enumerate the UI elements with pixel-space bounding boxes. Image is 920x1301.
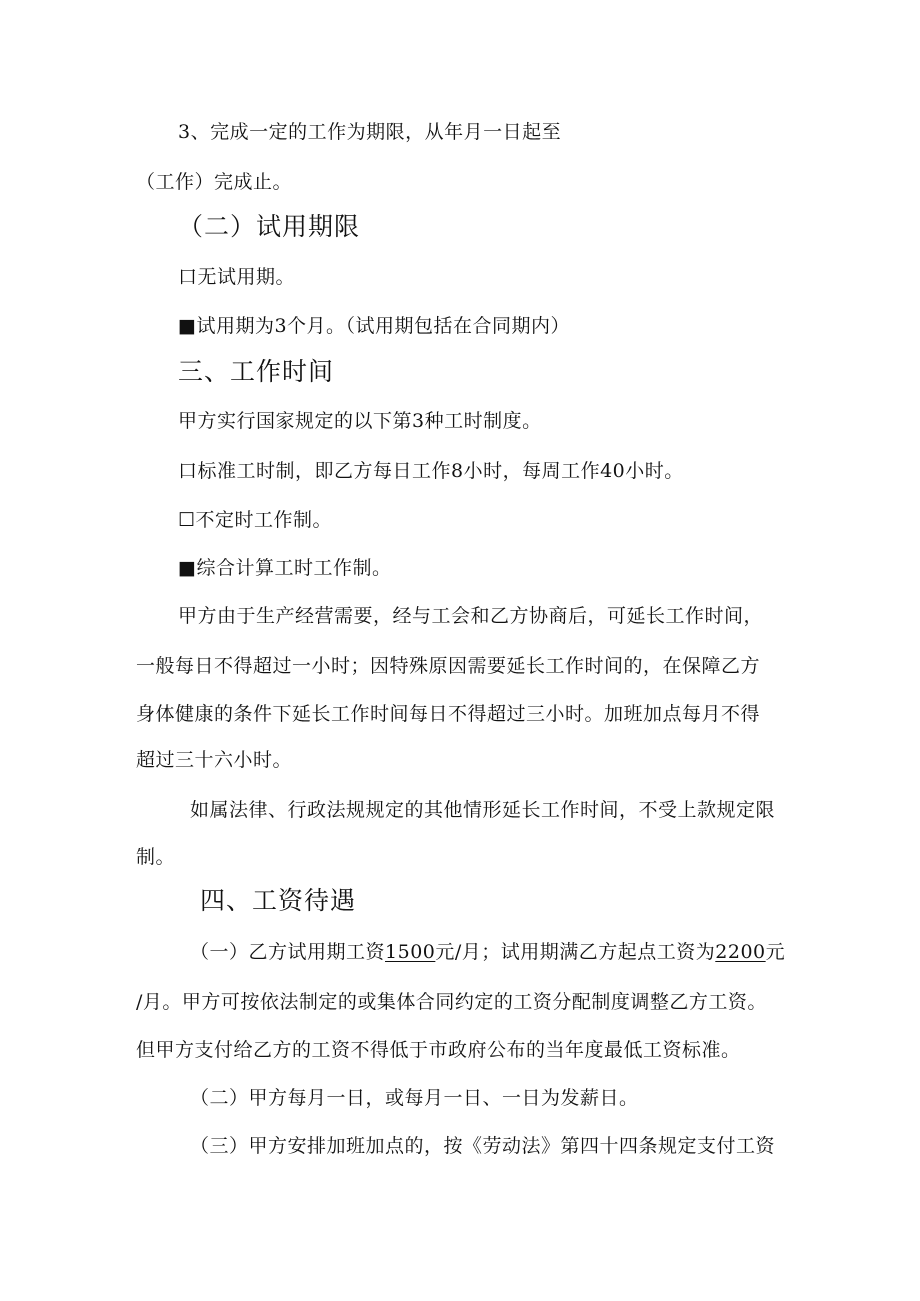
exception-paragraph-line-1: 如属法律、行政法规规定的其他情形延长工作时间，不受上款规定限 — [190, 799, 776, 821]
no-probation-option: 口无试用期。 — [178, 266, 296, 288]
wage-clause-1-line-1 — [190, 940, 785, 964]
wage-clause-1-text-b: 元/月；试用期满乙方起点工资为 — [435, 941, 716, 963]
exception-paragraph-line-2: 制。 — [136, 846, 176, 868]
work-time-heading: 三、工作时间 — [178, 357, 335, 386]
starting-wage-value: 2200 — [715, 941, 766, 963]
probation-wage-value: 1500 — [385, 941, 436, 963]
overtime-paragraph-line-2: 一般每日不得超过一小时；因特殊原因需要延长工作时间的，在保障乙方 — [136, 655, 761, 677]
wage-clause-1-line-2: /月。甲方可按依法制定的或集体合同约定的工资分配制度调整乙方工资。 — [136, 991, 767, 1013]
term-item-3: 3、完成一定的工作为期限，从年月一日起至 — [178, 121, 562, 143]
work-system-statement: 甲方实行国家规定的以下第3种工时制度。 — [178, 410, 542, 432]
term-item-3-continued: （工作）完成止。 — [136, 171, 293, 193]
probation-3-months-option: ■试用期为3个月。（试用期包括在合同期内） — [178, 315, 571, 337]
standard-hours-option: 口标准工时制，即乙方每日工作8小时，每周工作40小时。 — [178, 460, 684, 482]
overtime-paragraph-line-1: 甲方由于生产经营需要，经与工会和乙方协商后，可延长工作时间， — [178, 605, 764, 627]
wage-clause-3: （三）甲方安排加班加点的，按《劳动法》第四十四条规定支付工资 — [190, 1135, 776, 1157]
comprehensive-hours-option: ■综合计算工时工作制。 — [178, 557, 392, 579]
wage-clause-1-text-c: 元 — [765, 941, 786, 963]
probation-heading: （二）试用期限 — [178, 212, 361, 241]
wage-clause-2: （二）甲方每月一日，或每月一日、一日为发薪日。 — [190, 1087, 639, 1109]
flexible-hours-option: ☐不定时工作制。 — [178, 509, 333, 531]
wage-clause-1-line-3: 但甲方支付给乙方的工资不得低于市政府公布的当年度最低工资标准。 — [136, 1039, 741, 1061]
overtime-paragraph-line-3: 身体健康的条件下延长工作时间每日不得超过三小时。加班加点每月不得 — [136, 703, 761, 725]
overtime-paragraph-line-4: 超过三十六小时。 — [136, 749, 293, 771]
wage-heading: 四、工资待遇 — [200, 886, 357, 915]
wage-clause-1-text-a: （一）乙方试用期工资 — [190, 941, 386, 963]
